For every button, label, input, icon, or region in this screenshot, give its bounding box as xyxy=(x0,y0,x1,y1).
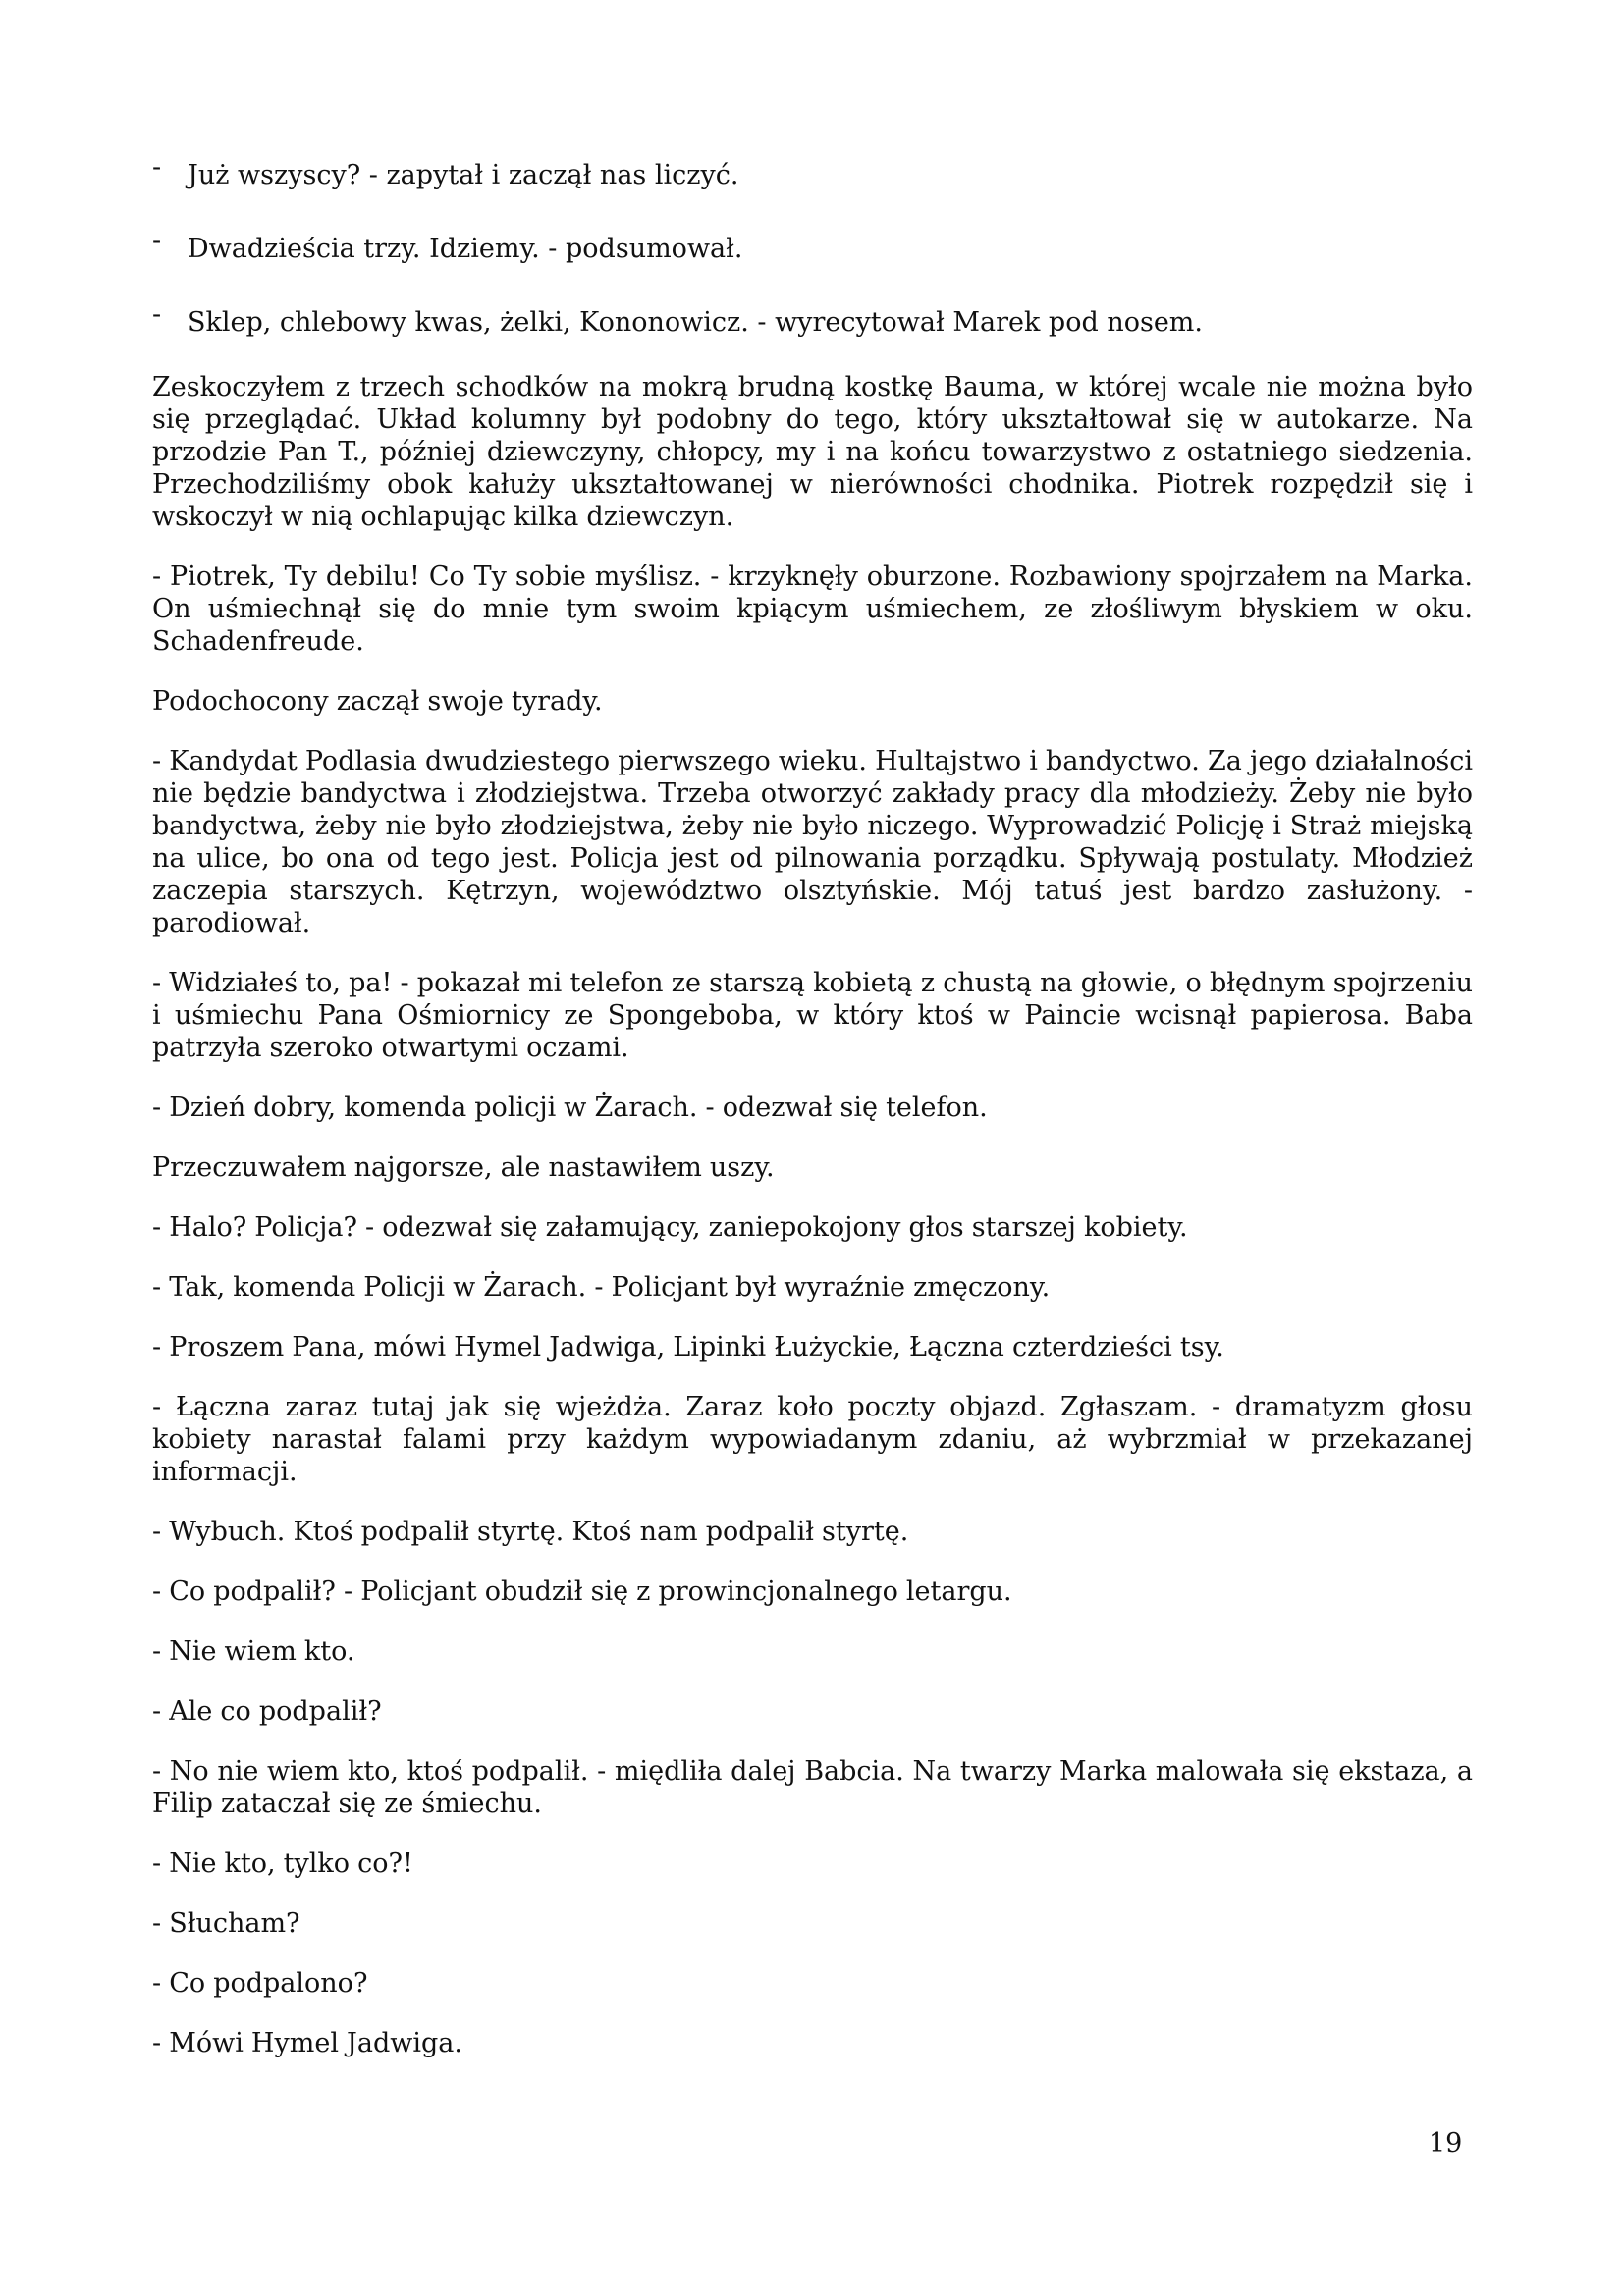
paragraph: - Kandydat Podlasia dwudziestego pierwszego wieku. Hultajstwo i bandyctwo. Za jego działalności nie będzie bandyctwa i złodziejstwa. Trzeba otworzyć zakłady pracy dla młodzieży. Żeby nie było bandyctwa, żeby nie było złodziejstwa, żeby nie było niczego. Wyprowadzić Policję i Straż miejską na ulice, bo ona od tego jest. Policja jest od pilnowania porządku. Spływają postulaty. Młodzież zaczepia starszych. Kętrzyn, województwo olsztyńskie. Mój tatuś jest bardzo zasłużony. - parodiował. xyxy=(152,746,1473,938)
paragraph: Zeskoczyłem z trzech schodków na mokrą brudną kostkę Bauma, w której wcale nie można było się przeglądać. Układ kolumny był podobny do tego, który ukształtował się w autokarze. Na przodzie Pan T., później dziewczyny, chłopcy, my i na końcu towarzystwo z ostatniego siedzenia. Przechodziliśmy obok kałuży ukształtowanej w nierówności chodnika. Piotrek rozpędził się i wskoczył w nią ochlapując kilka dziewczyn. xyxy=(152,372,1473,532)
dialogue-text: Dwadzieścia trzy. Idziemy. - podsumował. xyxy=(188,234,743,264)
paragraph: - Słucham? xyxy=(152,1908,300,1939)
paragraph: - Nie wiem kto. xyxy=(152,1636,355,1667)
paragraph: - Ale co podpalił? xyxy=(152,1696,382,1727)
paragraph: - Łączna zaraz tutaj jak się wjeżdża. Zaraz koło poczty objazd. Zgłaszam. - dramatyzm głosu kobiety narastał falami przy każdym wypowiadanym zdaniu, aż wybrzmiał w przekazanej informacji. xyxy=(152,1392,1473,1487)
paragraph: - No nie wiem kto, ktoś podpalił. - międliła dalej Babcia. Na twarzy Marka malowała się ekstaza, a Filip zataczał się ze śmiechu. xyxy=(152,1756,1473,1819)
dialogue-line xyxy=(152,226,1473,268)
paragraph: - Co podpalił? - Policjant obudził się z prowincjonalnego letargu. xyxy=(152,1576,1012,1607)
dialogue-text: Już wszyscy? - zapytał i zaczął nas liczyć. xyxy=(188,160,739,190)
paragraph: Podochocony zaczął swoje tyrady. xyxy=(152,686,603,717)
dialogue-text: Sklep, chlebowy kwas, żelki, Kononowicz. - wyrecytował Marek pod nosem. xyxy=(188,307,1203,338)
page-number: 19 xyxy=(1429,2128,1463,2159)
page-body xyxy=(152,152,1473,2087)
paragraph: - Mówi Hymel Jadwiga. xyxy=(152,2028,462,2058)
paragraph: - Wybuch. Ktoś podpalił styrtę. Ktoś nam podpalił styrtę. xyxy=(152,1517,909,1547)
paragraph: - Piotrek, Ty debilu! Co Ty sobie myślisz. - krzyknęły oburzone. Rozbawiony spojrzałem na Marka. On uśmiechnął się do mnie tym swoim kpiącym uśmiechem, ze złośliwym błyskiem w oku. Schadenfreude. xyxy=(152,561,1473,657)
paragraph: - Dzień dobry, komenda policji w Żarach. - odezwał się telefon. xyxy=(152,1093,988,1123)
paragraph: - Widziałeś to, pa! - pokazał mi telefon ze starszą kobietą z chustą na głowie, o błędnym spojrzeniu i uśmiechu Pana Ośmiornicy ze Spongeboba, w który ktoś w Paincie wcisnął papierosa. Baba patrzyła szeroko otwartymi oczami. xyxy=(152,968,1473,1063)
paragraph: - Nie kto, tylko co?! xyxy=(152,1848,413,1879)
paragraph: - Tak, komenda Policji w Żarach. - Policjant był wyraźnie zmęczony. xyxy=(152,1272,1051,1303)
paragraph: - Proszem Pana, mówi Hymel Jadwiga, Lipinki Łużyckie, Łączna czterdzieści tsy. xyxy=(152,1332,1224,1362)
dash-marker: - xyxy=(152,299,162,330)
dialogue-line xyxy=(152,299,1473,342)
dash-marker: - xyxy=(152,226,162,256)
paragraph: - Co podpalono? xyxy=(152,1968,368,1999)
dash-marker: - xyxy=(152,152,162,183)
dialogue-line xyxy=(152,152,1473,194)
paragraph: - Halo? Policja? - odezwał się załamujący, zaniepokojony głos starszej kobiety. xyxy=(152,1212,1188,1243)
paragraph: Przeczuwałem najgorsze, ale nastawiłem uszy. xyxy=(152,1152,775,1183)
